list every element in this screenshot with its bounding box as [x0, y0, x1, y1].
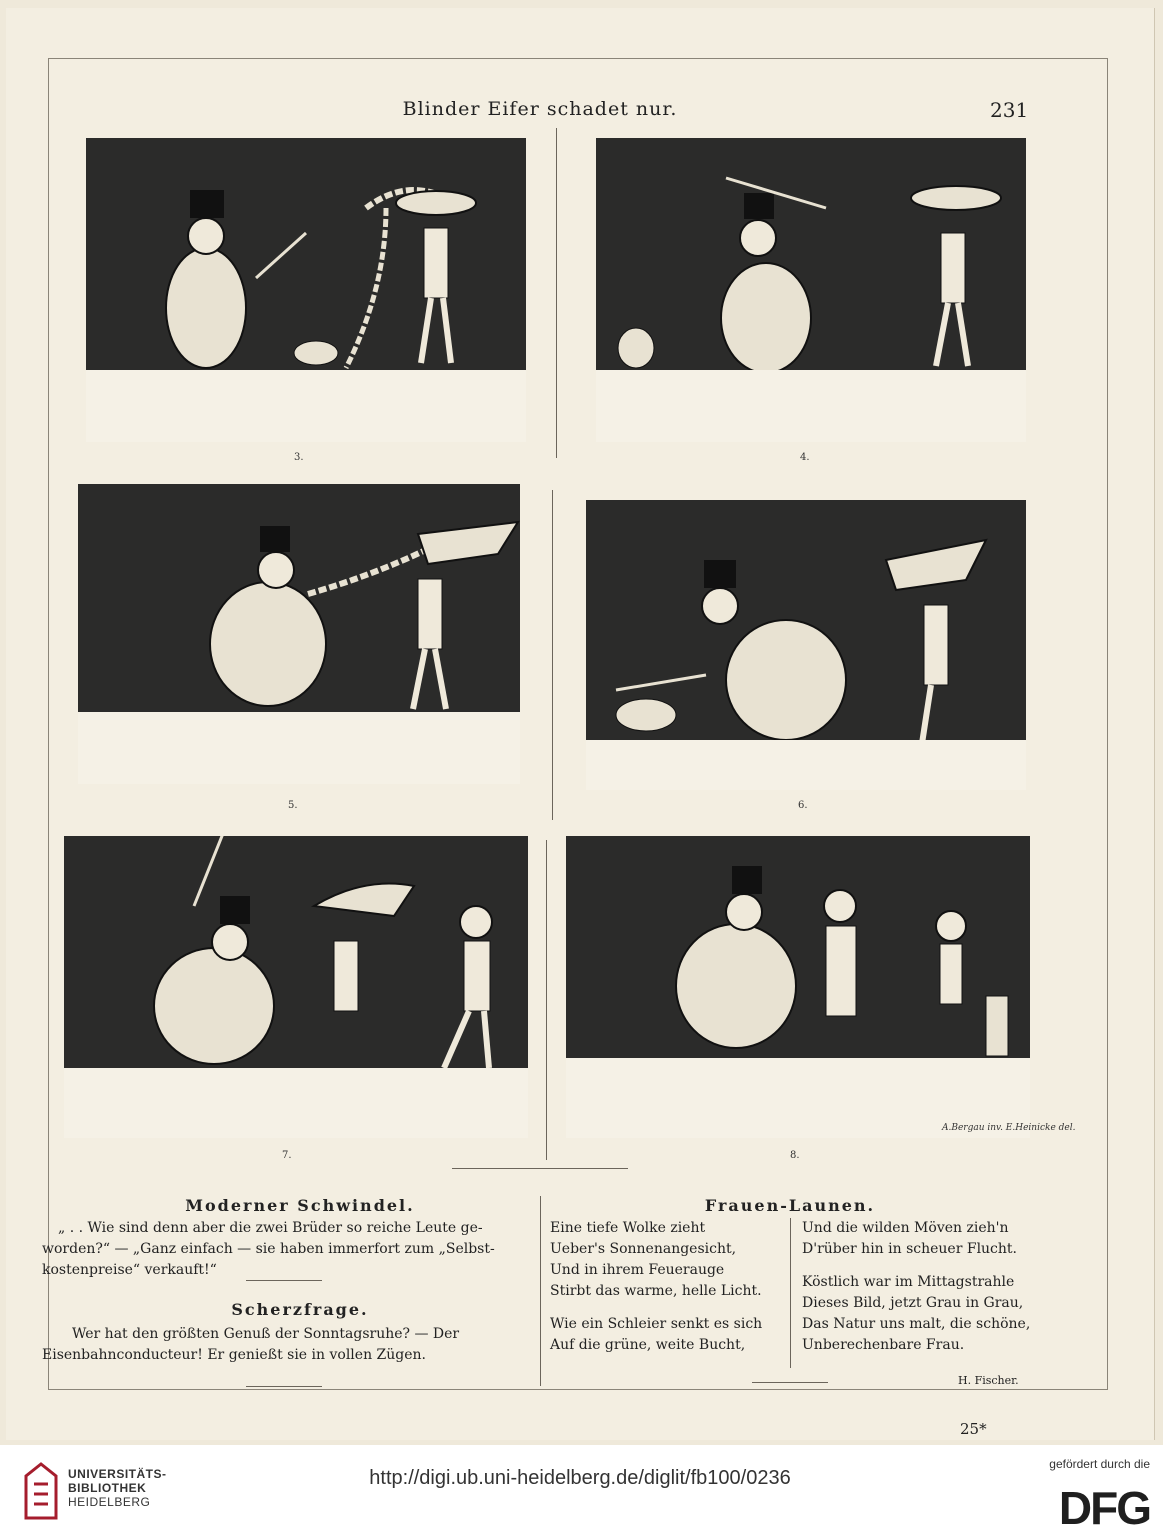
poem-author: H. Fischer.: [958, 1374, 1019, 1387]
panel-number: 7.: [282, 1150, 292, 1161]
poem-line: Und in ihrem Feuerauge: [550, 1262, 725, 1278]
panel-number: 3.: [294, 452, 304, 463]
poem-line: Stirbt das warme, helle Licht.: [550, 1283, 762, 1299]
article-body: [42, 1324, 528, 1366]
poem-line: Dieses Bild, jetzt Grau in Grau,: [802, 1295, 1024, 1311]
panel-divider: [546, 840, 547, 1160]
panel-ground: [596, 370, 1026, 442]
text-rule: [752, 1382, 828, 1383]
artist-signature: A.Bergau inv. E.Heinicke del.: [942, 1123, 1076, 1133]
panel-ground: [586, 740, 1026, 790]
dfg-logo: DFG: [1058, 1482, 1150, 1534]
panel-number: 4.: [800, 452, 810, 463]
cartoon-panel-8: [566, 836, 1030, 1058]
poem-line: D'rüber hin in scheuer Flucht.: [802, 1241, 1017, 1257]
poem-line: Und die wilden Möven zieh'n: [802, 1220, 1009, 1236]
panel-ground: [64, 1068, 528, 1138]
panel-divider: [552, 490, 553, 820]
text-rule: [246, 1386, 322, 1387]
text-line: kostenpreise“ verkauft!“: [42, 1262, 217, 1278]
institution-line: BIBLIOTHEK: [68, 1481, 147, 1495]
poem-stanza-break: [550, 1302, 790, 1314]
university-logo-icon: [22, 1460, 60, 1522]
panel-illustration: [64, 836, 528, 1068]
panel-number: 6.: [798, 800, 808, 811]
poem-line: Das Natur uns malt, die schöne,: [802, 1316, 1031, 1332]
page-title: Blinder Eifer schadet nur.: [402, 98, 678, 120]
text-line: Wer hat den größten Genuß der Sonntagsruhe? — Der: [72, 1326, 460, 1342]
panel-illustration: [86, 138, 526, 370]
article-title: Scherzfrage.: [231, 1300, 369, 1319]
institution-line: HEIDELBERG: [68, 1495, 151, 1509]
article-body: [42, 1218, 528, 1281]
poem-line: Köstlich war im Mittagstrahle: [802, 1274, 1015, 1290]
panel-number: 8.: [790, 1150, 800, 1161]
digitization-footer: [0, 1445, 1163, 1539]
cartoon-panel-5: [78, 484, 520, 712]
text-line: worden?“ — „Ganz einfach — sie haben immerfort zum „Selbst-: [42, 1241, 495, 1257]
panel-illustration: [566, 836, 1030, 1058]
text-line: Eisenbahnconducteur! Er genießt sie in vollen Zügen.: [42, 1347, 426, 1363]
panel-illustration: [586, 500, 1026, 758]
panel-divider: [556, 128, 557, 458]
cartoon-panel-7: [64, 836, 528, 1068]
column-divider: [790, 1218, 791, 1368]
panel-illustration: [596, 138, 1026, 370]
poem-line: Wie ein Schleier senkt es sich: [550, 1316, 763, 1332]
poem-line: Unberechenbare Frau.: [802, 1337, 965, 1353]
article-title: Moderner Schwindel.: [185, 1196, 415, 1215]
page-number: 231: [990, 98, 1029, 122]
institution-line: UNIVERSITÄTS-: [68, 1467, 167, 1481]
poem-line: Ueber's Sonnenangesicht,: [550, 1241, 737, 1257]
permalink-url[interactable]: http://digi.ub.uni-heidelberg.de/diglit/fb100/0236: [369, 1467, 791, 1489]
cartoon-panel-4: [596, 138, 1026, 370]
poem-line: Auf die grüne, weite Bucht,: [550, 1337, 746, 1353]
text-line: „ . . Wie sind denn aber die zwei Brüder so reiche Leute ge-: [58, 1220, 483, 1236]
panel-number: 5.: [288, 800, 298, 811]
poem-line: Eine tiefe Wolke zieht: [550, 1220, 706, 1236]
funding-note: gefördert durch die: [1049, 1457, 1150, 1471]
column-divider: [540, 1196, 541, 1386]
panel-ground: [78, 712, 520, 784]
panel-ground: [86, 370, 526, 442]
section-rule: [452, 1168, 628, 1169]
cartoon-panel-6: [586, 500, 1026, 758]
panel-illustration: [78, 484, 520, 712]
poem-stanza-break: [802, 1260, 1042, 1272]
poem-title: Frauen-Launen.: [704, 1196, 876, 1215]
signature-mark: 25*: [960, 1420, 987, 1438]
poem-column-1: [550, 1218, 790, 1356]
cartoon-panel-3: [86, 138, 526, 370]
poem-column-2: [802, 1218, 1042, 1356]
text-rule: [246, 1280, 322, 1281]
